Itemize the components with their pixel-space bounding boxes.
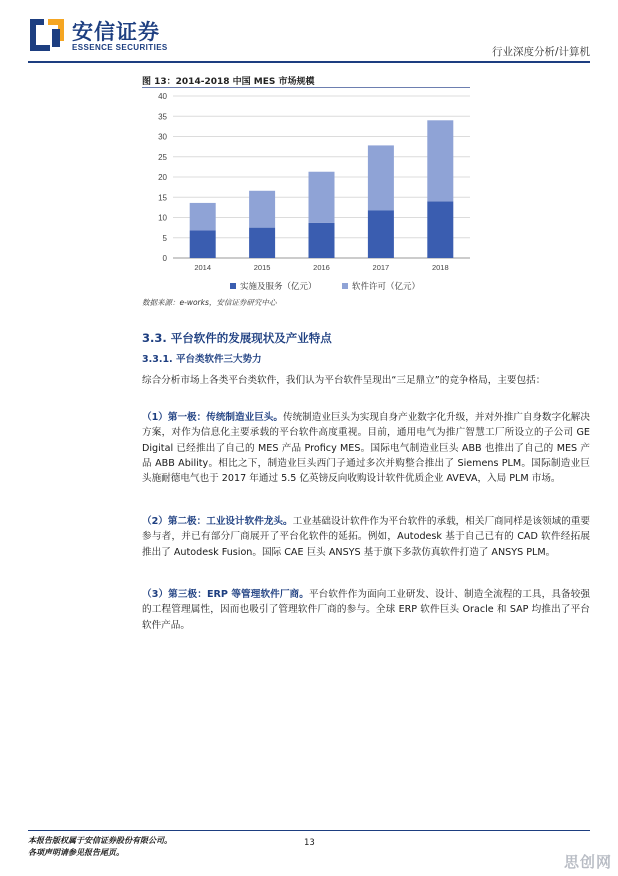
x-tick-label: 2016 — [313, 263, 330, 272]
bar-service — [309, 223, 335, 258]
x-tick-label: 2015 — [253, 263, 271, 272]
legend-swatch-service — [230, 283, 236, 289]
legend-label-license: 软件许可（亿元） — [352, 282, 421, 292]
y-tick-label: 30 — [158, 132, 167, 142]
legend-swatch-license — [342, 283, 348, 289]
bar-service — [368, 210, 394, 258]
y-tick-label: 25 — [158, 152, 167, 162]
report-type: 行业深度分析/计算机 — [491, 46, 590, 58]
paragraph-first-pole — [142, 410, 590, 486]
y-tick-label: 20 — [158, 173, 167, 182]
bar-license — [190, 203, 216, 231]
chart-svg — [135, 88, 475, 298]
bar-license — [249, 191, 275, 228]
page-number: 13 — [304, 838, 315, 848]
x-tick-label: 2014 — [194, 263, 212, 272]
bar-license — [309, 172, 335, 223]
y-tick-label: 15 — [158, 193, 167, 203]
paragraph-lead: （1）第一极：传统制造业巨头。 — [142, 412, 283, 423]
y-tick-label: 10 — [158, 213, 167, 223]
logo-chinese-name: 安信证券 — [72, 20, 160, 44]
y-tick-label: 35 — [158, 112, 167, 122]
bar-service — [427, 201, 453, 258]
logo-english-name: ESSENCE SECURITIES — [72, 43, 168, 52]
bar-service — [190, 230, 216, 258]
intro-paragraph: 综合分析市场上各类平台类软件，我们认为平台软件呈现出“三足鼎立”的竞争格局，主要包括： — [142, 375, 546, 386]
paragraph-body: 传统制造业巨头为实现自身产业数字化升级，并对外推广自身数字化解决方案，对作为信息化主要承载的平台软件高度重视。目前，通用电气为推广智慧工厂所设立的子公司 GE Digital 已经推出了自己的 MES 产品 Proficy MES。国际电气制造业巨头 ABB 也推出了自己的 MES 产品 ABB Ability。相比之下，制造业巨头西门子通过多次并购整合推出了 Siemens PLM。国际制造业巨头施耐德电气也于 2017 年通过 5.5 亿英镑反向收购设计软件优质企业 AVEVA，入局 PLM 市场。 — [142, 412, 590, 485]
logo-mark-icon — [30, 19, 64, 51]
mes-market-chart — [135, 88, 475, 298]
figure-title: 图 13：2014-2018 中国 MES 市场规模 — [142, 77, 315, 87]
footer-divider — [28, 830, 590, 831]
paragraph-body: 工业基础设计软件作为平台软件的承载，相关厂商同样是该领域的重要参与者，并已有部分厂商展开了平台化软件的延拓。例如，Autodesk 基于自己已有的 CAD 软件经拓展推出了 Autodesk Fusion。国际 CAE 巨头 ANSYS 基于旗下多款仿真软件打造了 ANSYS PLM。 — [142, 516, 590, 558]
paragraph-lead: （3）第三极：ERP 等管理软件厂商。 — [142, 589, 309, 600]
page-header — [0, 0, 618, 66]
subsection-heading: 3.3.1. 平台类软件三大势力 — [142, 354, 262, 365]
bar-license — [427, 120, 453, 201]
company-logo — [30, 17, 180, 55]
y-tick-label: 40 — [158, 92, 167, 101]
disclaimer-notice: 各项声明请参见报告尾页。 — [28, 848, 124, 857]
section-heading: 3.3. 平台软件的发展现状及产业特点 — [142, 331, 332, 345]
bar-service — [249, 228, 275, 258]
paragraph-lead: （2）第二极：工业设计软件龙头。 — [142, 516, 293, 527]
paragraph-second-pole — [142, 514, 590, 560]
paragraph-body: 平台软件作为面向工业研发、设计、制造全流程的工具，具备较强的工程管理属性，因而也吸引了管理软件厂商的参与。全球 ERP 软件巨头 Oracle 和 SAP 均推出了平台软件产品。 — [142, 589, 590, 631]
bar-license — [368, 145, 394, 210]
header-divider — [28, 61, 590, 63]
figure-source: 数据来源：e-works，安信证券研究中心 — [142, 298, 277, 307]
paragraph-third-pole — [142, 587, 590, 633]
x-tick-label: 2018 — [431, 263, 449, 272]
legend-label-service: 实施及服务（亿元） — [240, 282, 317, 292]
watermark: 思创网 — [563, 853, 612, 871]
x-tick-label: 2017 — [372, 263, 390, 272]
copyright-notice: 本报告版权属于安信证券股份有限公司。 — [28, 836, 172, 845]
y-tick-label: 5 — [162, 233, 167, 243]
y-tick-label: 0 — [162, 254, 167, 263]
